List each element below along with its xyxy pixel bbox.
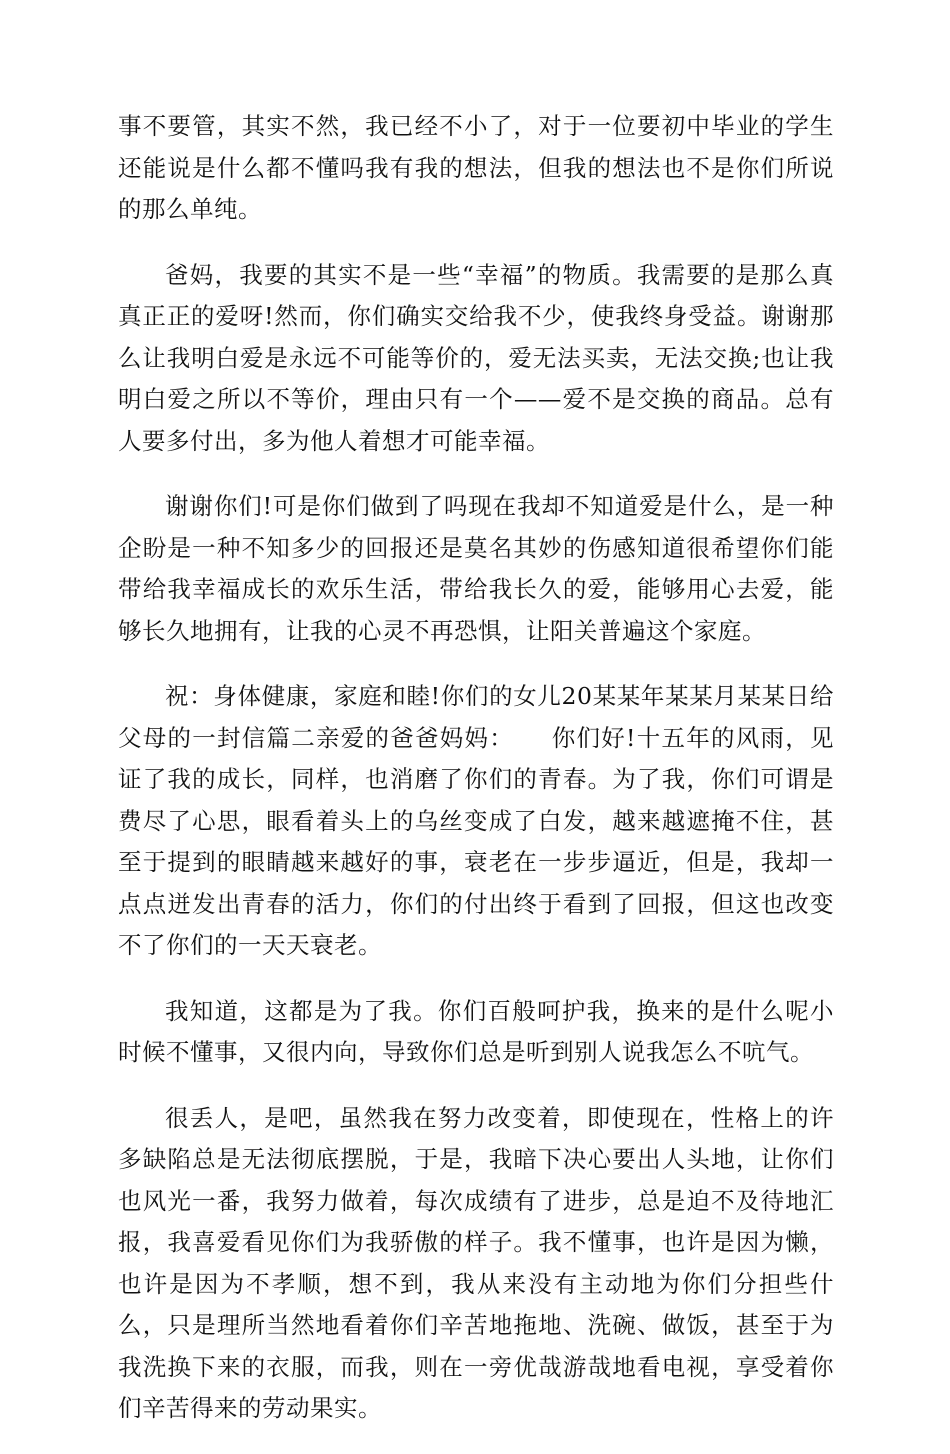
document-body bbox=[118, 106, 834, 1454]
paragraph: 我知道，这都是为了我。你们百般呵护我，换来的是什么呢小时候不懂事，又很内向，导致你们总是听到别人说我怎么不吭气。 bbox=[118, 996, 834, 1066]
paragraph: 祝：身体健康，家庭和睦!你们的女儿20某某年某某月某某日给父母的一封信篇二亲爱的爸爸妈妈： 你们好!十五年的风雨，见证了我的成长，同样，也消磨了你们的青春。为了我，你们可谓是费尽了心思，眼看着头上的乌丝变成了白发，越来越遮掩不住，甚至于提到的眼睛越来越好的事，衰老在一步步逼近，但是，我却一点点迸发出青春的活力，你们的付出终于看到了回报，但这也改变不了你们的一天天衰老。 bbox=[118, 682, 834, 959]
paragraph: 很丢人，是吧，虽然我在努力改变着，即使现在，性格上的许多缺陷总是无法彻底摆脱，于是，我暗下决心要出人头地，让你们也风光一番，我努力做着，每次成绩有了进步，总是迫不及待地汇报，我喜爱看见你们为我骄傲的样子。我不懂事，也许是因为懒，也许是因为不孝顺，想不到，我从来没有主动地为你们分担些什么，只是理所当然地看着你们辛苦地拖地、洗碗、做饭，甚至于为我洗换下来的衣服，而我，则在一旁优哉游哉地看电视，享受着你们辛苦得来的劳动果实。 bbox=[118, 1103, 834, 1422]
paragraph: 爸妈，我要的其实不是一些“幸福”的物质。我需要的是那么真真正正的爱呀!然而，你们确实交给我不少，使我终身受益。谢谢那么让我明白爱是永远不可能等价的，爱无法买卖，无法交换;也让我明白爱之所以不等价，理由只有一个——爱不是交换的商品。总有人要多付出，多为他人着想才可能幸福。 bbox=[118, 260, 834, 455]
paragraph: 谢谢你们!可是你们做到了吗现在我却不知道爱是什么，是一种企盼是一种不知多少的回报还是莫名其妙的伤感知道很希望你们能带给我幸福成长的欢乐生活，带给我长久的爱，能够用心去爱，能够长久地拥有，让我的心灵不再恐惧，让阳关普遍这个家庭。 bbox=[118, 492, 834, 645]
paragraph: 事不要管，其实不然，我已经不小了，对于一位要初中毕业的学生还能说是什么都不懂吗我有我的想法，但我的想法也不是你们所说的那么单纯。 bbox=[118, 112, 834, 223]
